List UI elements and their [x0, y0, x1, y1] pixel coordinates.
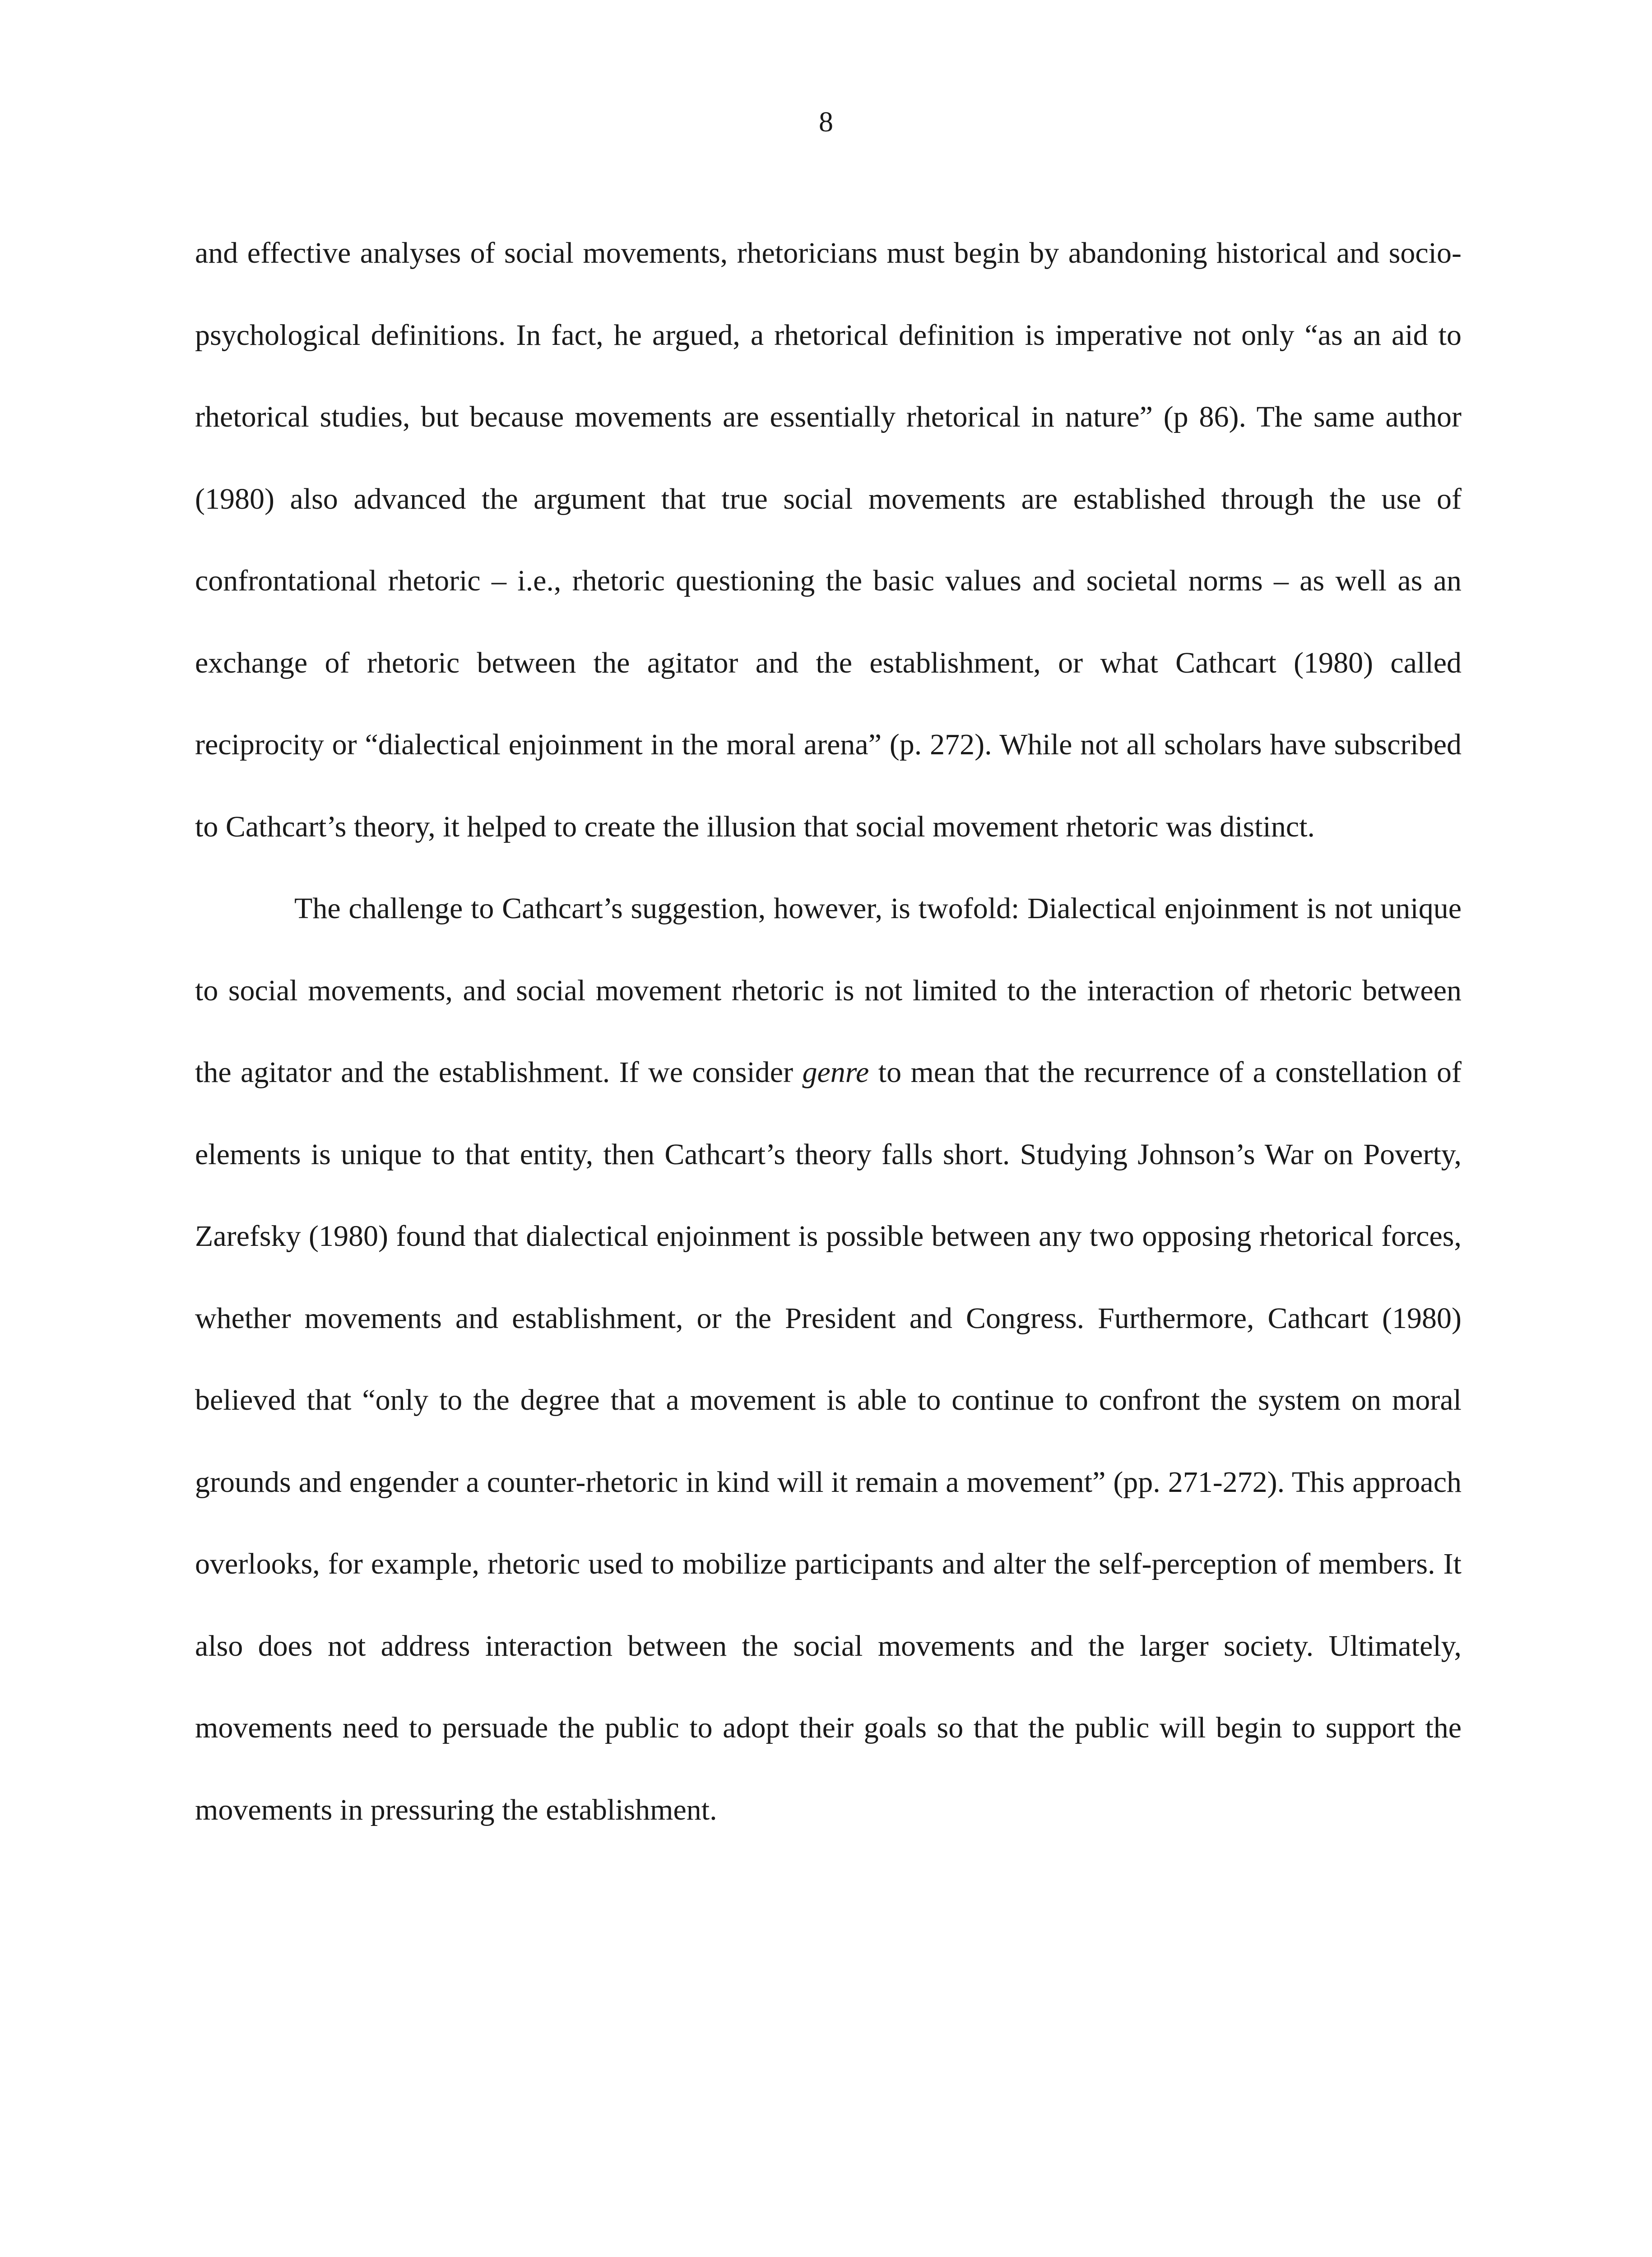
paragraph-1: and effective analyses of social movements, rhetoricians must begin by abandoning historical and socio-psychological definitions. In fact, he argued, a rhetorical definition is imperative not only “as an aid to rhetorical studies, but because movements are essentially rhetorical in nature” (p 86). The same author (1980) also advanced the argument that true social movements are established through the use of confrontational rhetoric – i.e., rhetoric questioning the basic values and societal norms – as well as an exchange of rhetoric between the agitator and the establishment, or what Cathcart (1980) called reciprocity or “dialectical enjoinment in the moral arena” (p. 272). While not all scholars have subscribed to Cathcart’s theory, it helped to create the illusion that social movement rhetoric was distinct.	[195, 237, 1462, 843]
paragraph-2-text-after-italic: to mean that the recurrence of a constellation of elements is unique to that entity, then Cathcart’s theory falls short. Studying Johnson’s War on Poverty, Zarefsky (1980) found that dialectical enjoinment is possible between any two opposing rhetorical forces, whether movements and establishment, or the President and Congress. Furthermore, Cathcart (1980) believed that “only to the degree that a movement is able to continue to confront the system on moral grounds and engender a counter-rhetoric in kind will it remain a movement” (pp. 271-272). This approach overlooks, for example, rhetoric used to mobilize participants and alter the self-perception of members. It also does not address interaction between the social movements and the larger society. Ultimately, movements need to persuade the public to adopt their goals so that the public will begin to support the movements in pressuring the establishment.	[195, 1056, 1462, 1826]
page-number: 8	[819, 106, 833, 138]
body-text	[195, 212, 1462, 1851]
paragraph-2	[195, 868, 1462, 1851]
paragraph-2-text-before-italic: The challenge to Cathcart’s suggestion, however, is twofold: Dialectical enjoinment is not unique to social movements, and social movement rhetoric is not limited to the interaction of rhetoric between the agitator and the establishment. If we consider	[195, 892, 1462, 1089]
paragraph-2-italic-term: genre	[802, 1056, 869, 1089]
